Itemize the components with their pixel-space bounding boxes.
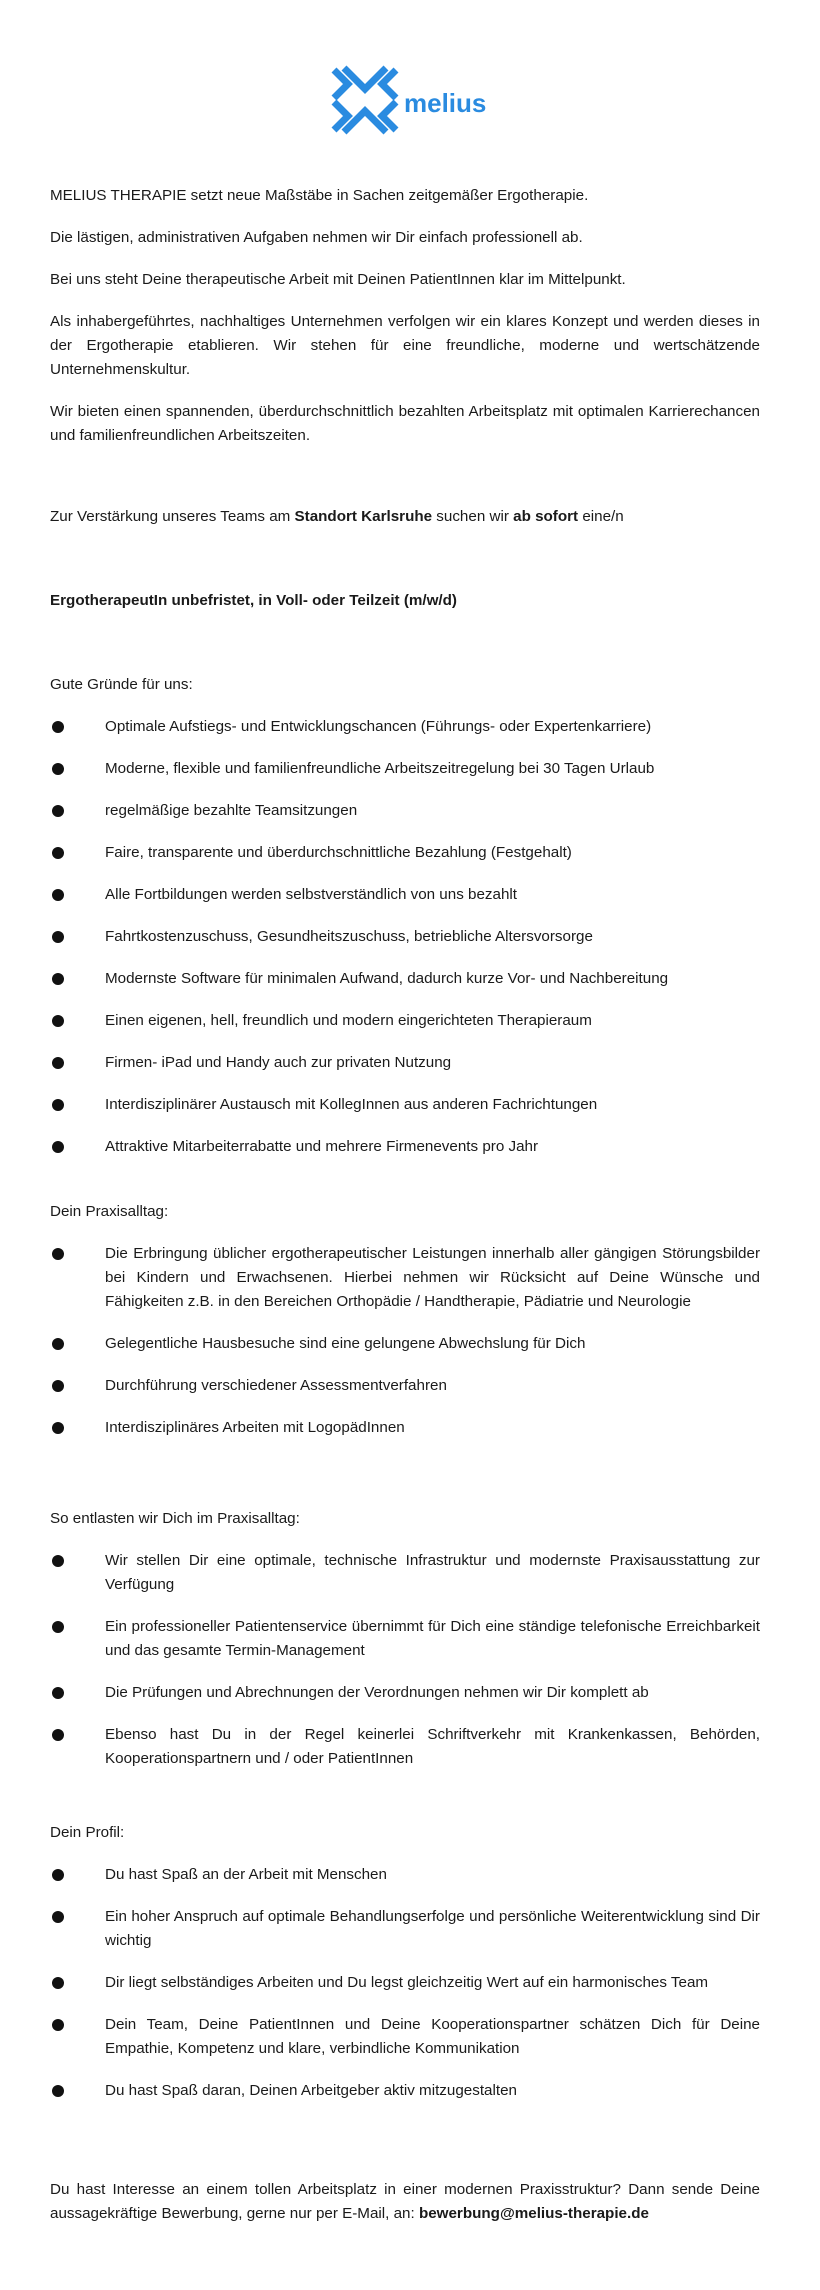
intro-paragraph: Wir bieten einen spannenden, überdurchschnittlich bezahlten Arbeitsplatz mit optimalen Karrierechancen und familienfreundlichen Arbeitszeiten. <box>50 403 760 444</box>
bullet-icon <box>52 1555 64 1567</box>
bullet-icon <box>52 889 64 901</box>
intro-paragraph: MELIUS THERAPIE setzt neue Maßstäbe in Sachen zeitgemäßer Ergotherapie. <box>50 187 589 204</box>
search-text: Zur Verstärkung unseres Teams am <box>50 508 295 525</box>
bullet-icon <box>52 721 64 733</box>
bullet-icon <box>52 1911 64 1923</box>
section-heading: Dein Praxisalltag: <box>50 1203 169 1220</box>
logo-wordmark: melius <box>404 88 487 118</box>
list-item: Gelegentliche Hausbesuche sind eine gelungene Abwechslung für Dich <box>50 1332 760 1356</box>
list-item: Dir liegt selbständiges Arbeiten und Du legst gleichzeitig Wert auf ein harmonisches Team <box>50 1971 760 1995</box>
bullet-icon <box>52 1422 64 1434</box>
bullet-icon <box>52 1621 64 1633</box>
list-item: Durchführung verschiedener Assessmentverfahren <box>50 1374 760 1398</box>
bullet-icon <box>52 973 64 985</box>
relief-list <box>50 1549 760 1771</box>
list-item: Alle Fortbildungen werden selbstverständlich von uns bezahlt <box>50 883 760 907</box>
bullet-icon <box>52 763 64 775</box>
search-start: ab sofort <box>513 508 579 525</box>
bullet-icon <box>52 1687 64 1699</box>
bullet-icon <box>52 931 64 943</box>
list-item: Wir stellen Dir eine optimale, technische Infrastruktur und modernste Praxisausstattung zur Verfügung <box>50 1549 760 1597</box>
closing-text: Du hast Interesse an einem tollen Arbeitsplatz in einer modernen Praxisstruktur? Dann sende Deine aussagekräftige Bewerbung, gerne nur per E-Mail, an: <box>50 2181 760 2222</box>
bullet-icon <box>52 1057 64 1069</box>
bullet-icon <box>52 1015 64 1027</box>
list-item: Die Prüfungen und Abrechnungen der Verordnungen nehmen wir Dir komplett ab <box>50 1681 760 1705</box>
list-item: Die Erbringung üblicher ergotherapeutischer Leistungen innerhalb aller gängigen Störungsbilder bei Kindern und Erwachsenen. Hierbei nehmen wir Rücksicht auf Deine Wünsche und Fähigkeiten z.B. in den Bereichen Orthopädie / Handtherapie, Pädiatrie und Neurologie <box>50 1242 760 1314</box>
bullet-icon <box>52 1729 64 1741</box>
bullet-icon <box>52 1977 64 1989</box>
search-text: eine/n <box>578 508 624 525</box>
search-sentence <box>50 505 760 529</box>
list-item: Ein hoher Anspruch auf optimale Behandlungserfolge und persönliche Weiterentwicklung sind Dir wichtig <box>50 1905 760 1953</box>
bullet-icon <box>52 2019 64 2031</box>
list-item: Attraktive Mitarbeiterrabatte und mehrere Firmenevents pro Jahr <box>50 1135 760 1159</box>
bullet-icon <box>52 1099 64 1111</box>
profile-list <box>50 1863 760 2103</box>
list-item: Du hast Spaß daran, Deinen Arbeitgeber aktiv mitzugestalten <box>50 2079 760 2103</box>
section-heading: Dein Profil: <box>50 1824 125 1841</box>
list-item: Modernste Software für minimalen Aufwand, dadurch kurze Vor- und Nachbereitung <box>50 967 760 991</box>
closing-paragraph <box>50 2178 760 2226</box>
bullet-icon <box>52 2085 64 2097</box>
bullet-icon <box>52 1338 64 1350</box>
list-item: Dein Team, Deine PatientInnen und Deine Kooperationspartner schätzen Dich für Deine Empathie, Kompetenz und klare, verbindliche Kommunikation <box>50 2013 760 2061</box>
list-item: Moderne, flexible und familienfreundliche Arbeitszeitregelung bei 30 Tagen Urlaub <box>50 757 760 781</box>
section-heading: So entlasten wir Dich im Praxisalltag: <box>50 1510 300 1527</box>
list-item: Optimale Aufstiegs- und Entwicklungschancen (Führungs- oder Expertenkarriere) <box>50 715 760 739</box>
application-email[interactable]: bewerbung@melius-therapie.de <box>418 2205 649 2222</box>
bullet-icon <box>52 1869 64 1881</box>
list-item: Ebenso hast Du in der Regel keinerlei Schriftverkehr mit Krankenkassen, Behörden, Kooperationspartnern und / oder PatientInnen <box>50 1723 760 1771</box>
melius-x-icon <box>330 64 400 136</box>
list-item: Interdisziplinäres Arbeiten mit LogopädInnen <box>50 1416 760 1440</box>
daily-list <box>50 1242 760 1440</box>
list-item: Fahrtkostenzuschuss, Gesundheitszuschuss, betriebliche Altersvorsorge <box>50 925 760 949</box>
list-item: Einen eigenen, hell, freundlich und modern eingerichteten Therapieraum <box>50 1009 760 1033</box>
intro-paragraph: Als inhabergeführtes, nachhaltiges Unternehmen verfolgen wir ein klares Konzept und werden dieses in der Ergotherapie etablieren. Wir stehen für eine freundliche, moderne und wertschätzende Unternehmenskultur. <box>50 313 760 378</box>
bullet-icon <box>52 847 64 859</box>
section-heading: Gute Gründe für uns: <box>50 676 193 693</box>
list-item: Ein professioneller Patientenservice übernimmt für Dich eine ständige telefonische Erreichbarkeit und das gesamte Termin-Management <box>50 1615 760 1663</box>
bullet-icon <box>52 1248 64 1260</box>
intro-paragraph: Die lästigen, administrativen Aufgaben nehmen wir Dir einfach professionell ab. <box>50 229 583 246</box>
bullet-icon <box>52 1380 64 1392</box>
list-item: regelmäßige bezahlte Teamsitzungen <box>50 799 760 823</box>
reasons-list <box>50 715 760 1159</box>
bullet-icon <box>52 805 64 817</box>
search-location: Standort Karlsruhe <box>294 508 433 525</box>
bullet-icon <box>52 1141 64 1153</box>
position-title: ErgotherapeutIn unbefristet, in Voll- oder Teilzeit (m/w/d) <box>50 592 457 609</box>
list-item: Faire, transparente und überdurchschnittliche Bezahlung (Festgehalt) <box>50 841 760 865</box>
list-item: Du hast Spaß an der Arbeit mit Menschen <box>50 1863 760 1887</box>
search-text: suchen wir <box>432 508 514 525</box>
list-item: Interdisziplinärer Austausch mit KollegInnen aus anderen Fachrichtungen <box>50 1093 760 1117</box>
intro-paragraph: Bei uns steht Deine therapeutische Arbeit mit Deinen PatientInnen klar im Mittelpunkt. <box>50 271 626 288</box>
list-item: Firmen- iPad und Handy auch zur privaten Nutzung <box>50 1051 760 1075</box>
